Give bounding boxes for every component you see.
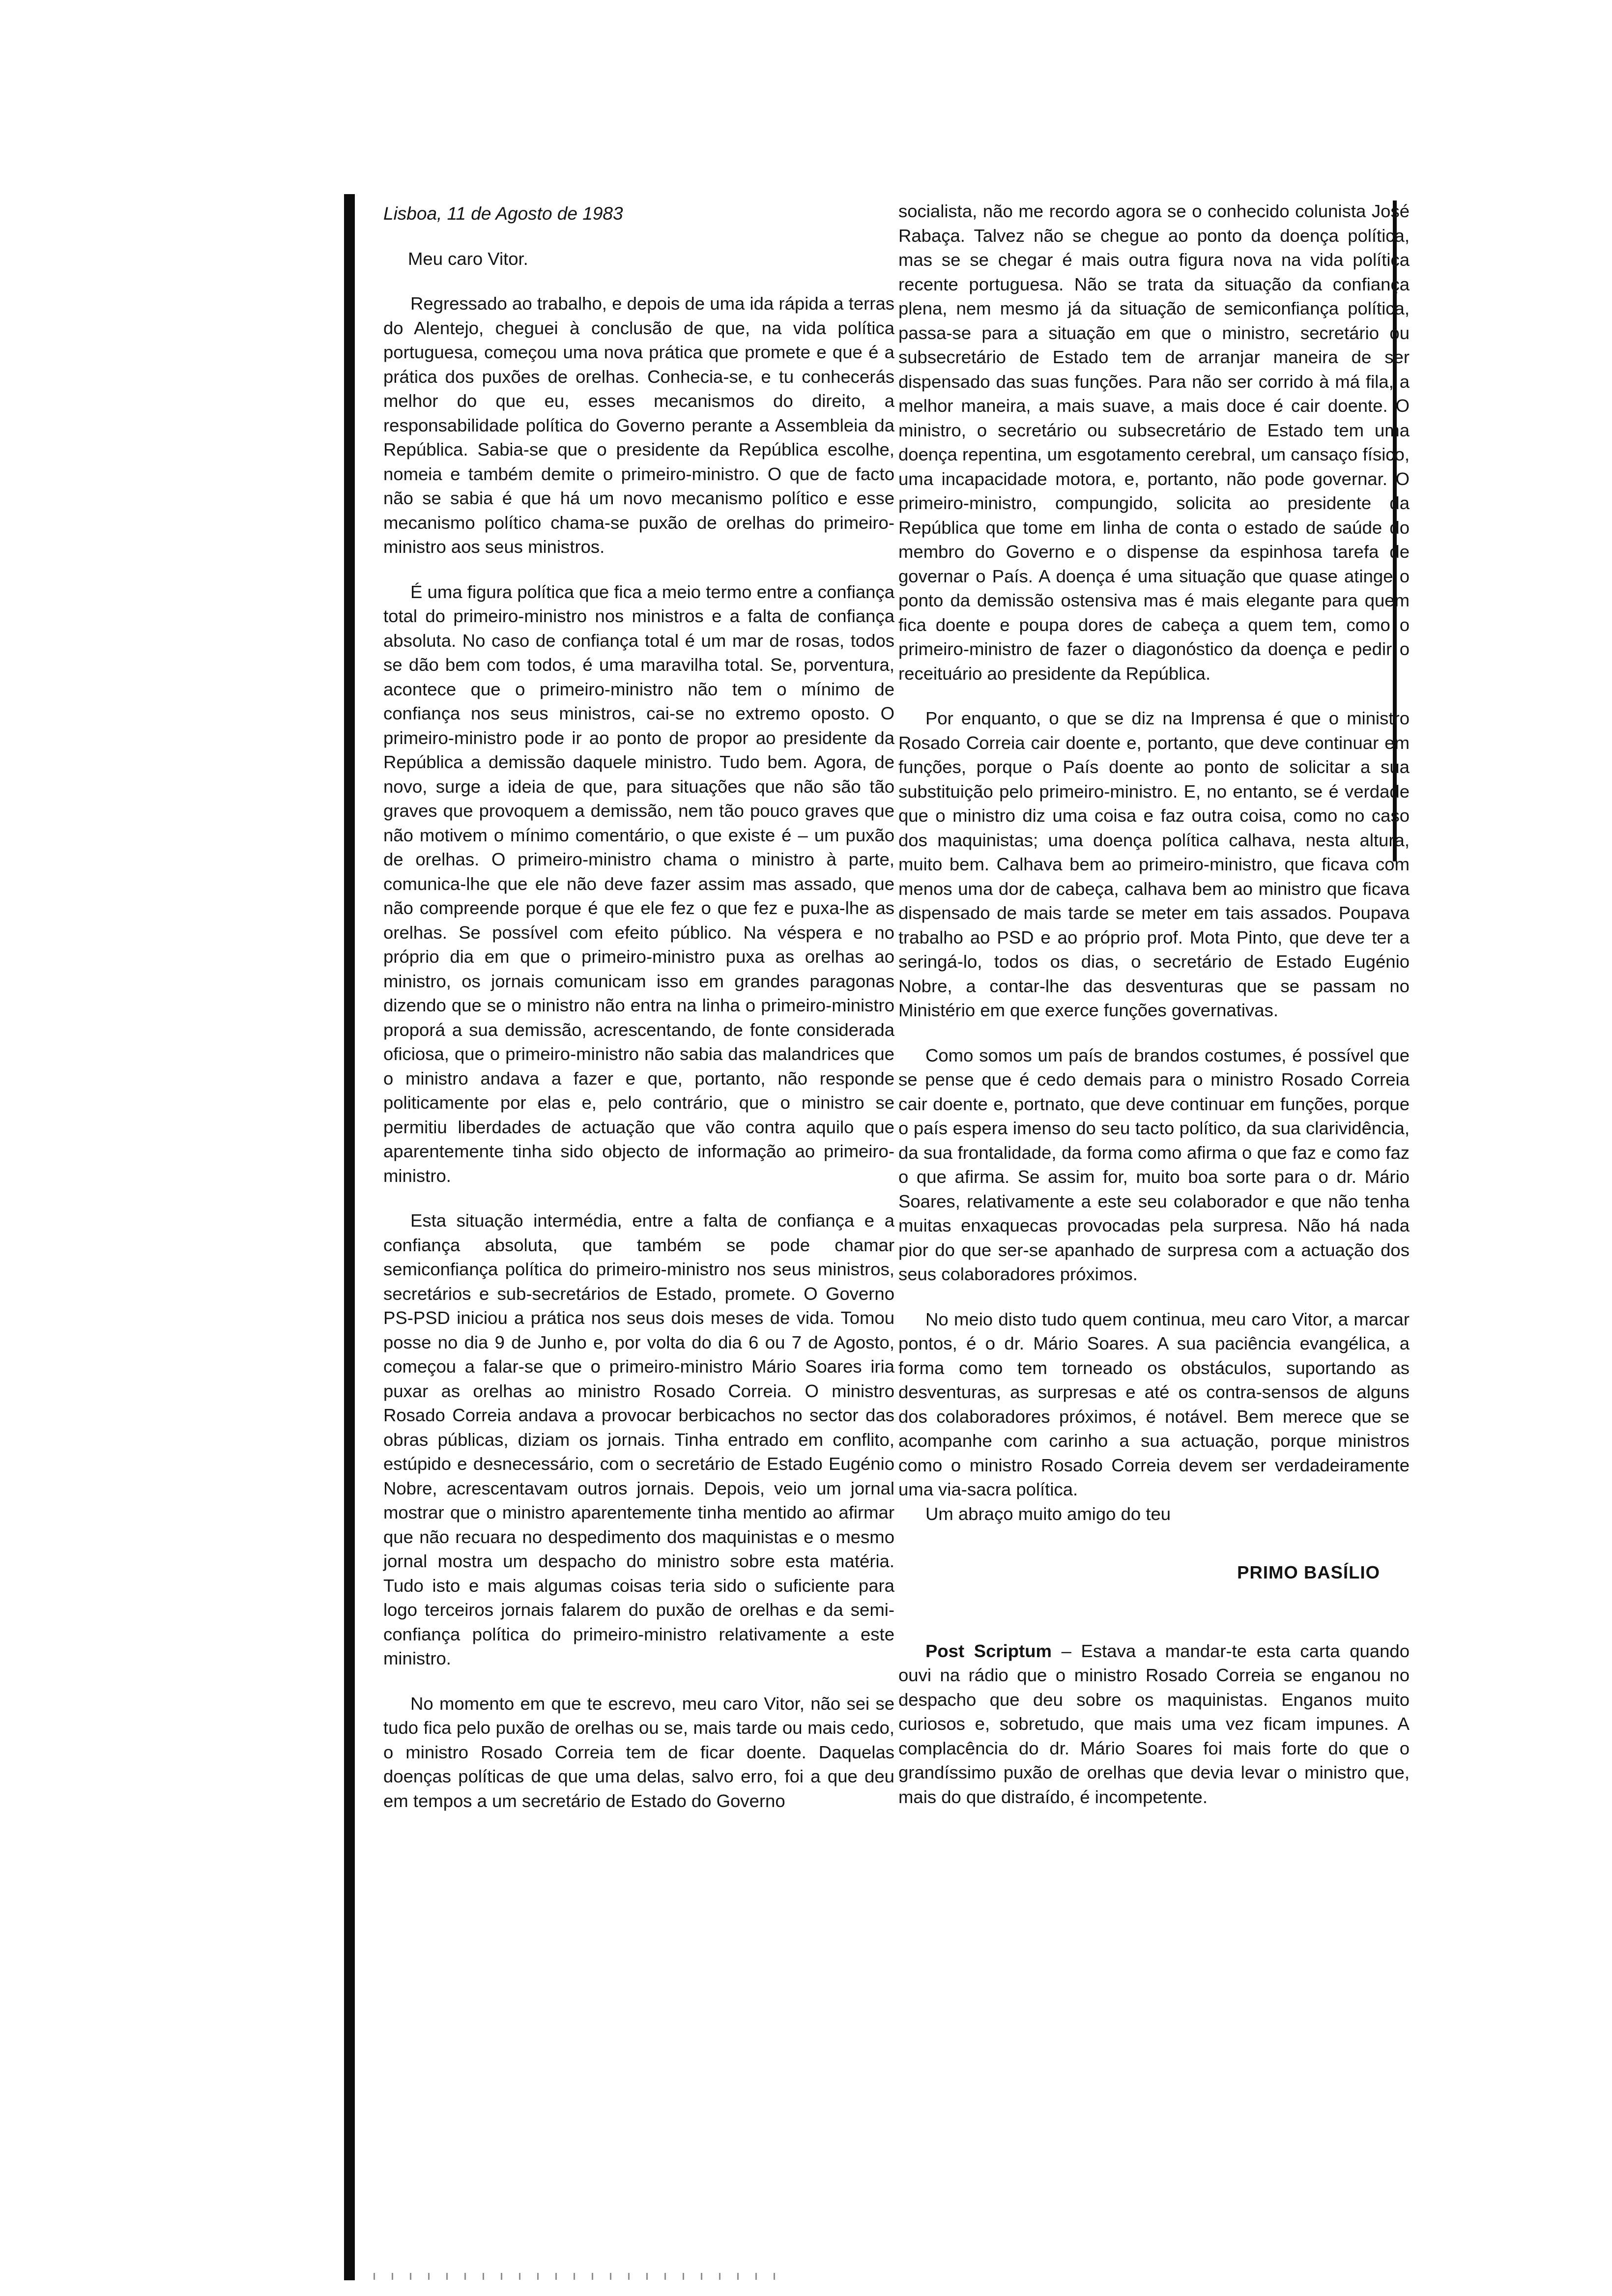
post-scriptum-text: – Estava a mandar-te esta carta quando ouvi na rádio que o ministro Rosado Correia se enganou no despacho que deu sobre os maquinistas. Enganos muito curiosos e, sobretudo, que mais uma vez ficam impunes. A complacência do dr. Mário Soares foi mais forte do que o grandíssimo puxão de orelhas que devia levar o ministro que, mais do que distraído, é incompetente. (898, 1640, 1410, 1807)
scan-noise (374, 2273, 777, 2280)
post-scriptum (898, 1639, 1410, 1809)
post-scriptum-label: Post Scriptum (925, 1640, 1052, 1661)
sign-off: Um abraço muito amigo do teu (925, 1503, 1171, 1524)
right-column (898, 199, 1410, 1830)
left-margin-rule (344, 194, 355, 2280)
body-paragraph: Esta situação intermédia, entre a falta de confiança e a confiança absoluta, que também se pode chamar semiconfiança política do primeiro-ministro nos seus ministros, secretários e sub-secretários de Estado, promete. O Governo PS-PSD iniciou a prática nos seus dois meses de vida. Tomou posse no dia 9 de Junho e, por volta do dia 6 ou 7 de Agosto, começou a falar-se que o primeiro-ministro Mário Soares iria puxar as orelhas ao ministro Rosado Correia. O ministro Rosado Correia andava a provocar berbicachos no sector das obras públicas, diziam os jornais. Tinha entrado em conflito, estúpido e desnecessário, com o secretário de Estado Eugénio Nobre, acrescentavam outros jornais. Depois, veio um jornal mostrar que o ministro aparentemente tinha mentido ao afirmar que não recuara no despedimento dos maquinistas e o mesmo jornal mostra um despacho do ministro sobre esta matéria. Tudo isto e mais algumas coisas teria sido o suficiente para logo terceiros jornais falarem do puxão de orelhas e da semi-confiança política do primeiro-ministro relativamente a este ministro. (383, 1210, 894, 1668)
body-paragraph: Por enquanto, o que se diz na Imprensa é que o ministro Rosado Correia cair doente e, portanto, que deve continuar em funções, porque o País doente ao ponto de solicitar a sua substituição pelo primeiro-ministro. E, no entanto, se é verdade que o ministro diz uma coisa e faz outra coisa, como no caso dos maquinistas; uma doença política calhava, nesta altura, muito bem. Calhava bem ao primeiro-ministro, que ficava com menos uma dor de cabeça, calhava bem ao ministro que ficava dispensado de mais tarde se meter em tais assados. Poupava trabalho ao PSD e ao próprio prof. Mota Pinto, que deve ter a seringá-lo, todos os dias, o secretário de Estado Eugénio Nobre, a contar-lhe das desventuras que se passam no Ministério em que exerce funções governativas. (898, 708, 1410, 1020)
body-paragraph: socialista, não me recordo agora se o conhecido colunista José Rabaça. Talvez não se chegue ao ponto da doença política, mas se se chegar é mais outra figura nova na vida política recente portuguesa. Não se trata da situação da confiança plena, nem mesmo já da situação de semiconfiança política, passa-se para a situação em que o ministro, secretário ou subsecretário de Estado tem de arranjar maneira de ser dispensado das suas funções. Para não ser corrido à má fila, a melhor maneira, a mais suave, a mais doce é cair doente. O ministro, o secretário ou subsecretário de Estado tem uma doença repentina, um esgotamento cerebral, um cansaço físico, uma incapacidade motora, e, portanto, não pode governar. O primeiro-ministro, compungido, solicita ao presidente da República que tome em linha de conta o estado de saúde do membro do Governo e o dispense da espinhosa tarefa de governar o País. A doença é uma situação que quase atinge o ponto da demissão ostensiva mas é mais elegante para quem fica doente e poupa dores de cabeça a quem tem, como o primeiro-ministro de fazer o diagonóstico da doença e pedir o receituário ao presidente da República. (898, 201, 1410, 684)
signature: PRIMO BASÍLIO (1237, 1562, 1380, 1582)
body-paragraph: Como somos um país de brandos costumes, é possível que se pense que é cedo demais para o ministro Rosado Correia cair doente e, portnato, que deve continuar em funções, porque o país espera imenso do seu tacto político, da sua clarividência, da sua frontalidade, da forma como afirma o que faz e como faz o que afirma. Se assim for, muito boa sorte para o dr. Mário Soares, relativamente a este seu colaborador e que não tenha muitas enxaquecas provocadas pela surpresa. Não há nada pior do que ser-se apanhado de surpresa com a actuação dos seus colaboradores próximos. (898, 1045, 1410, 1284)
body-paragraph: Regressado ao trabalho, e depois de uma ida rápida a terras do Alentejo, cheguei à conclusão de que, na vida política portuguesa, começou uma nova prática que promete e que é a prática dos puxões de orelhas. Conhecia-se, e tu conhecerás melhor do que eu, esses mecanismos do direito, a responsabilidade política do Governo perante a Assembleia da República. Sabia-se que o presidente da República escolhe, nomeia e também demite o primeiro-ministro. O que de facto não se sabia é que há um novo mecanismo político e esse mecanismo político chama-se puxão de orelhas do primeiro-ministro aos seus ministros. (383, 293, 894, 557)
dateline: Lisboa, 11 de Agosto de 1983 (383, 203, 623, 224)
body-paragraph: É uma figura política que fica a meio termo entre a confiança total do primeiro-ministro nos ministros e a falta de confiança absoluta. No caso de confiança total é um mar de rosas, todos se dão bem com todos, é uma maravilha total. Se, porventura, acontece que o primeiro-ministro não tem o mínimo de confiança nos seus ministros, cai-se no extremo oposto. O primeiro-ministro pode ir ao ponto de propor ao presidente da República a demissão daquele ministro. Tudo bem. Agora, de novo, surge a ideia de que, para situações que não são tão graves que provoquem a demissão, nem tão pouco graves que não motivem o mínimo comentário, o que existe é – um puxão de orelhas. O primeiro-ministro chama o ministro à parte, comunica-lhe que ele não deve fazer assim mas assado, que não compreende porque é que ele fez o que fez e puxa-lhe as orelhas. Se possível com efeito público. Na véspera e no próprio dia em que o primeiro-ministro puxa as orelhas ao ministro, os jornais comunicam isso em grandes paragonas dizendo que se o ministro não entra na linha o primeiro-ministro proporá a sua demissão, acrescentando, de fonte considerada oficiosa, que o primeiro-ministro não sabia das malandrices que o ministro andava a fazer e que, portanto, não responde politicamente por elas e, pelo contrário, que o ministro se permitiu liberdades de actuação que vão contra aquilo que aparentemente tinha sido objecto de informação ao primeiro-ministro. (383, 581, 894, 1186)
body-paragraph: No meio disto tudo quem continua, meu caro Vitor, a marcar pontos, é o dr. Mário Soares. A sua paciência evangélica, a forma como tem torneado os obstáculos, suportando as desventuras, as surpresas e até os contra-sensos de alguns dos colaboradores próximos, é notável. Bem merece que se acompanhe com carinho a sua actuação, porque ministros como o ministro Rosado Correia devem ser verdadeiramente uma via-sacra política. (898, 1309, 1410, 1499)
left-column (383, 201, 894, 1834)
body-paragraph: No momento em que te escrevo, meu caro Vitor, não sei se tudo fica pelo puxão de orelhas ou se, mais tarde ou mais cedo, o ministro Rosado Correia tem de ficar doente. Daquelas doenças políticas de que uma delas, salvo erro, foi a que deu em tempos a um secretário de Estado do Governo (383, 1693, 894, 1811)
salutation: Meu caro Vitor. (408, 248, 528, 269)
